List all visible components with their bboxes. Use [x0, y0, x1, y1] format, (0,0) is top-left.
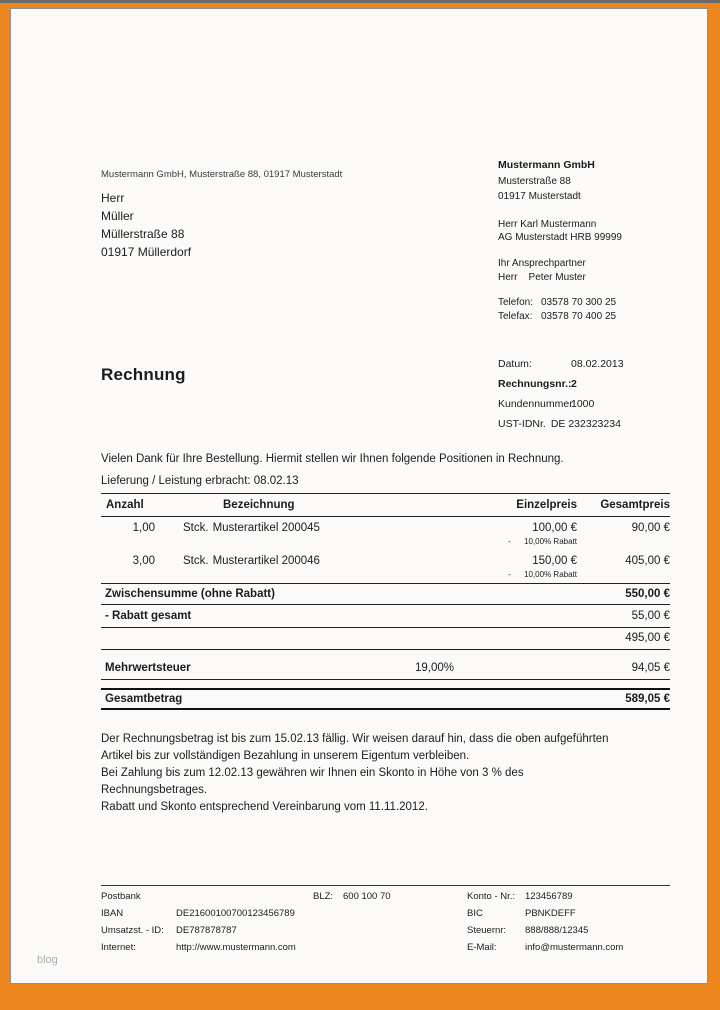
delivery-note: Lieferung / Leistung erbracht: 08.02.13 — [101, 475, 299, 487]
header-description: Bezeichnung — [223, 499, 295, 511]
account-value: 123456789 — [525, 891, 573, 902]
recipient-city: 01917 Müllerdorf — [101, 245, 192, 259]
taxno-label: Steuernr: — [467, 925, 507, 936]
grand-total-label: Gesamtbetrag — [105, 693, 183, 705]
account-label: Konto - Nr.: — [467, 891, 516, 902]
internet-value: http://www.mustermann.com — [176, 942, 296, 953]
discount-amount: 55,00 € — [631, 610, 670, 622]
grand-total-row — [101, 688, 670, 710]
customer-number-value: 1000 — [571, 398, 595, 410]
vat-id-value: DE 232323234 — [550, 418, 621, 430]
footer-bank-block — [101, 889, 670, 957]
bic-value: PBNKDEFF — [525, 908, 576, 919]
item-unit: Stck. — [183, 522, 209, 534]
item-main-line — [101, 522, 670, 535]
fax-label: Telefax: — [498, 311, 533, 322]
invoice-meta-block — [498, 358, 698, 438]
item-quantity: 3,00 — [132, 555, 155, 567]
footer-row-bank — [101, 889, 670, 906]
net-total-row — [101, 628, 670, 650]
header-total-price: Gesamtpreis — [600, 499, 670, 511]
terms-paragraph-due: Der Rechnungsbetrag ist bis zum 15.02.13 fällig. Wir weisen darauf hin, dass die oben aufgeführten Artikel bis zur vollständigen Bezahlung in unserem Eigentum verbleiben. — [101, 733, 609, 762]
vat-amount: 94,05 € — [631, 662, 670, 674]
sender-return-address: Mustermann GmbH, Musterstraße 88, 01917 Musterstadt — [101, 169, 343, 180]
header-unit-price: Einzelpreis — [516, 499, 577, 511]
taxno-value: 888/888/12345 — [525, 925, 589, 936]
company-register: AG Musterstadt HRB 99999 — [498, 232, 622, 243]
internet-label: Internet: — [101, 942, 136, 953]
phone-number: 03578 70 300 25 — [541, 297, 617, 308]
meta-date-row — [498, 358, 698, 378]
fax-row — [498, 311, 698, 322]
item-discount-note: - 10,00% Rabatt — [508, 570, 577, 579]
customer-number-label: Kundennummer: — [498, 398, 576, 410]
bic-label: BIC — [467, 908, 483, 919]
blog-watermark: blog — [37, 954, 58, 966]
terms-paragraph-skonto: Bei Zahlung bis zum 12.02.13 gewähren wir Ihnen ein Skonto in Höhe von 3 % des Rechnungsbetrages. — [101, 767, 524, 796]
item-total: 90,00 € — [631, 522, 670, 534]
company-city: 01917 Musterstadt — [498, 191, 581, 202]
meta-customer-number-row — [498, 398, 698, 418]
fax-number: 03578 70 400 25 — [541, 311, 617, 322]
phone-label: Telefon: — [498, 297, 534, 308]
footer-row-contact — [101, 940, 670, 957]
company-info-block — [498, 159, 698, 322]
terms-paragraph-agreement: Rabatt und Skonto entsprechend Vereinbarung vom 11.11.2012. — [101, 801, 428, 813]
table-spacer — [101, 650, 670, 657]
date-label: Datum: — [498, 358, 532, 370]
item-quantity: 1,00 — [132, 522, 155, 534]
phone-row — [498, 297, 698, 308]
table-row — [101, 550, 670, 583]
vatid-value: DE787878787 — [176, 925, 237, 936]
table-spacer — [101, 680, 670, 688]
discount-label: - Rabatt gesamt — [105, 610, 192, 622]
subtotal-label: Zwischensumme (ohne Rabatt) — [105, 588, 275, 600]
item-total: 405,00 € — [625, 555, 670, 567]
company-street: Musterstraße 88 — [498, 176, 571, 187]
footer-divider — [101, 885, 670, 886]
table-row — [101, 517, 670, 550]
recipient-street: Müllerstraße 88 — [101, 227, 185, 241]
meta-invoice-number-row — [498, 378, 698, 398]
invoice-number-value: 2 — [571, 378, 577, 390]
item-unit: Stck. — [183, 555, 209, 567]
net-total-amount: 495,00 € — [625, 632, 670, 644]
vat-label: Mehrwertsteuer — [105, 662, 191, 674]
blz-value: 600 100 70 — [343, 891, 391, 902]
recipient-address-block — [101, 189, 191, 261]
invoice-page — [10, 8, 708, 984]
item-main-line — [101, 555, 670, 568]
subtotal-row — [101, 584, 670, 605]
item-discount-note: - 10,00% Rabatt — [508, 537, 577, 546]
recipient-salutation: Herr — [101, 191, 125, 205]
vatid-label: Umsatzst. - ID: — [101, 925, 164, 936]
vat-row — [101, 657, 670, 680]
item-description: Musterartikel 200045 — [212, 522, 320, 534]
item-unit-price: 150,00 € — [532, 555, 577, 567]
payment-terms — [101, 731, 616, 816]
invoice-number-label: Rechnungsnr.: — [498, 378, 572, 390]
intro-text: Vielen Dank für Ihre Bestellung. Hiermit stellen wir Ihnen folgende Positionen in Rechnung. — [101, 453, 564, 465]
vat-rate: 19,00% — [414, 662, 454, 674]
table-header-row — [101, 494, 670, 517]
recipient-name: Müller — [101, 209, 134, 223]
grand-total-amount: 589,05 € — [625, 693, 670, 705]
date-value: 08.02.2013 — [571, 358, 624, 370]
email-label: E-Mail: — [467, 942, 497, 953]
company-name: Mustermann GmbH — [498, 159, 595, 171]
item-description: Musterartikel 200046 — [212, 555, 320, 567]
contact-person-label: Ihr Ansprechpartner — [498, 258, 586, 269]
contact-person: Herr Peter Muster — [498, 272, 586, 283]
company-ceo: Herr Karl Mustermann — [498, 219, 597, 230]
line-items-table — [101, 493, 670, 710]
document-title: Rechnung — [101, 365, 186, 384]
iban-label: IBAN — [101, 908, 124, 919]
scan-top-edge — [0, 0, 720, 3]
blz-label: BLZ: — [313, 891, 334, 902]
bank-name: Postbank — [101, 891, 141, 902]
email-value: info@mustermann.com — [525, 942, 624, 953]
header-quantity: Anzahl — [106, 499, 144, 511]
footer-row-iban — [101, 906, 670, 923]
item-rows — [101, 517, 670, 584]
discount-row — [101, 605, 670, 628]
footer-row-tax — [101, 923, 670, 940]
subtotal-amount: 550,00 € — [625, 588, 670, 600]
item-unit-price: 100,00 € — [532, 522, 577, 534]
iban-value: DE21600100700123456789 — [176, 908, 295, 919]
meta-vat-id-row — [498, 418, 698, 438]
vat-id-label: UST-IDNr. — [498, 418, 546, 430]
